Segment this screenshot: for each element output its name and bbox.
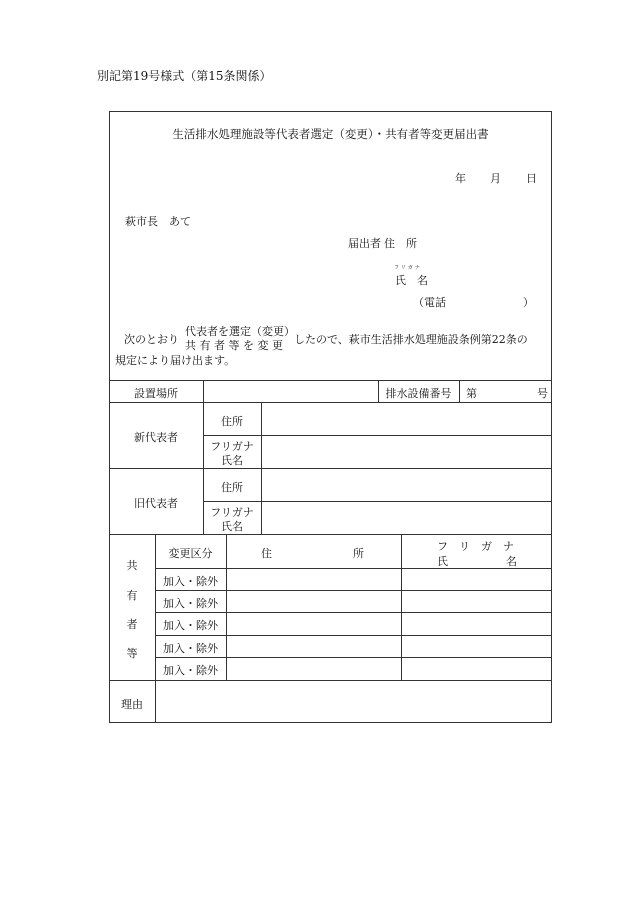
name-header-2: 名 bbox=[506, 555, 517, 568]
rule-address-col bbox=[401, 534, 402, 680]
install-location-value[interactable] bbox=[203, 385, 378, 397]
change-type-header: 変更区分 bbox=[168, 547, 213, 560]
notifier-phone-open: （電話 bbox=[413, 296, 446, 309]
coowner-row-2-change-type: 加入・除外 bbox=[163, 597, 218, 610]
form-reference: 別記第19号様式（第15条関係） bbox=[97, 69, 272, 83]
body-option-representative: 代表者を選定（変更） bbox=[185, 325, 295, 338]
body-option-co-owners: 共 有 者 等 を 変 更 bbox=[185, 339, 283, 352]
coowner-row-1-change-type: 加入・除外 bbox=[163, 575, 218, 588]
notifier-name-ruby: フリガナ bbox=[394, 265, 422, 271]
old-rep-label: 旧代表者 bbox=[134, 497, 178, 510]
rule-coowner-row4-bottom bbox=[155, 657, 552, 658]
coowner-row-4-change-type: 加入・除外 bbox=[163, 642, 218, 655]
rule-coowner-header-bottom bbox=[155, 568, 552, 569]
rule-location-bottom bbox=[109, 402, 552, 403]
new-rep-furigana-label: フリガナ bbox=[210, 440, 254, 453]
coowner-char-2: 有 bbox=[126, 589, 138, 602]
address-header-1: 住 bbox=[261, 547, 272, 560]
rule-drainage-label-right bbox=[459, 380, 460, 402]
notifier-name-label: 氏 名 bbox=[395, 274, 428, 287]
drainage-number-label: 排水設備番号 bbox=[385, 387, 452, 400]
rule-coowner-row2-bottom bbox=[155, 612, 552, 613]
name-header-1: 氏 bbox=[437, 555, 448, 568]
form-title: 生活排水処理施設等代表者選定（変更）・共有者等変更届出書 bbox=[172, 127, 489, 141]
drainage-number-suffix: 号 bbox=[537, 387, 548, 400]
coowner-char-4: 等 bbox=[126, 647, 138, 660]
furigana-header: フ リ ガ ナ bbox=[437, 540, 514, 553]
coowner-char-3: 者 bbox=[126, 618, 138, 631]
notifier-label: 届出者 bbox=[348, 237, 381, 250]
rule-new-address-bottom bbox=[261, 435, 552, 436]
coowner-row-3-change-type: 加入・除外 bbox=[163, 619, 218, 632]
rule-old-rep-bottom bbox=[109, 534, 552, 535]
drainage-number-prefix: 第 bbox=[466, 387, 477, 400]
body-suffix: したので、萩市生活排水処理施設条例第22条の bbox=[294, 333, 528, 346]
new-rep-address-label: 住所 bbox=[221, 415, 243, 428]
old-rep-name-label: 氏名 bbox=[221, 520, 243, 533]
date-year-label: 年 bbox=[455, 172, 466, 185]
old-rep-furigana-label: フリガナ bbox=[210, 506, 254, 519]
coowner-char-1: 共 bbox=[126, 559, 138, 572]
rule-new-label-split bbox=[203, 435, 261, 436]
date-month-label: 月 bbox=[490, 172, 501, 185]
new-rep-label: 新代表者 bbox=[134, 431, 178, 444]
rule-table-top bbox=[109, 380, 552, 381]
reason-field[interactable] bbox=[156, 681, 551, 722]
body-line2: 規定により届け出ます。 bbox=[115, 354, 236, 367]
reason-label: 理由 bbox=[121, 698, 143, 711]
new-rep-name-label: 氏名 bbox=[221, 454, 243, 467]
notifier-phone-close: ） bbox=[523, 296, 534, 309]
rule-new-rep-bottom bbox=[109, 468, 552, 469]
date-day-label: 日 bbox=[526, 172, 537, 185]
rule-coowner-row1-bottom bbox=[155, 590, 552, 591]
rule-coowner-row3-bottom bbox=[155, 635, 552, 636]
rule-change-type-col bbox=[226, 534, 227, 680]
old-rep-address-label: 住所 bbox=[221, 481, 243, 494]
rule-sublabel-col bbox=[261, 402, 262, 534]
rule-old-address-bottom bbox=[203, 501, 552, 502]
addressee: 萩市長 あて bbox=[125, 215, 191, 228]
coowner-row-5-change-type: 加入・除外 bbox=[163, 664, 218, 677]
install-location-label: 設置場所 bbox=[134, 387, 178, 400]
notifier-address-label: 住 所 bbox=[384, 237, 417, 250]
body-prefix: 次のとおり bbox=[124, 333, 179, 346]
address-header-2: 所 bbox=[353, 547, 364, 560]
